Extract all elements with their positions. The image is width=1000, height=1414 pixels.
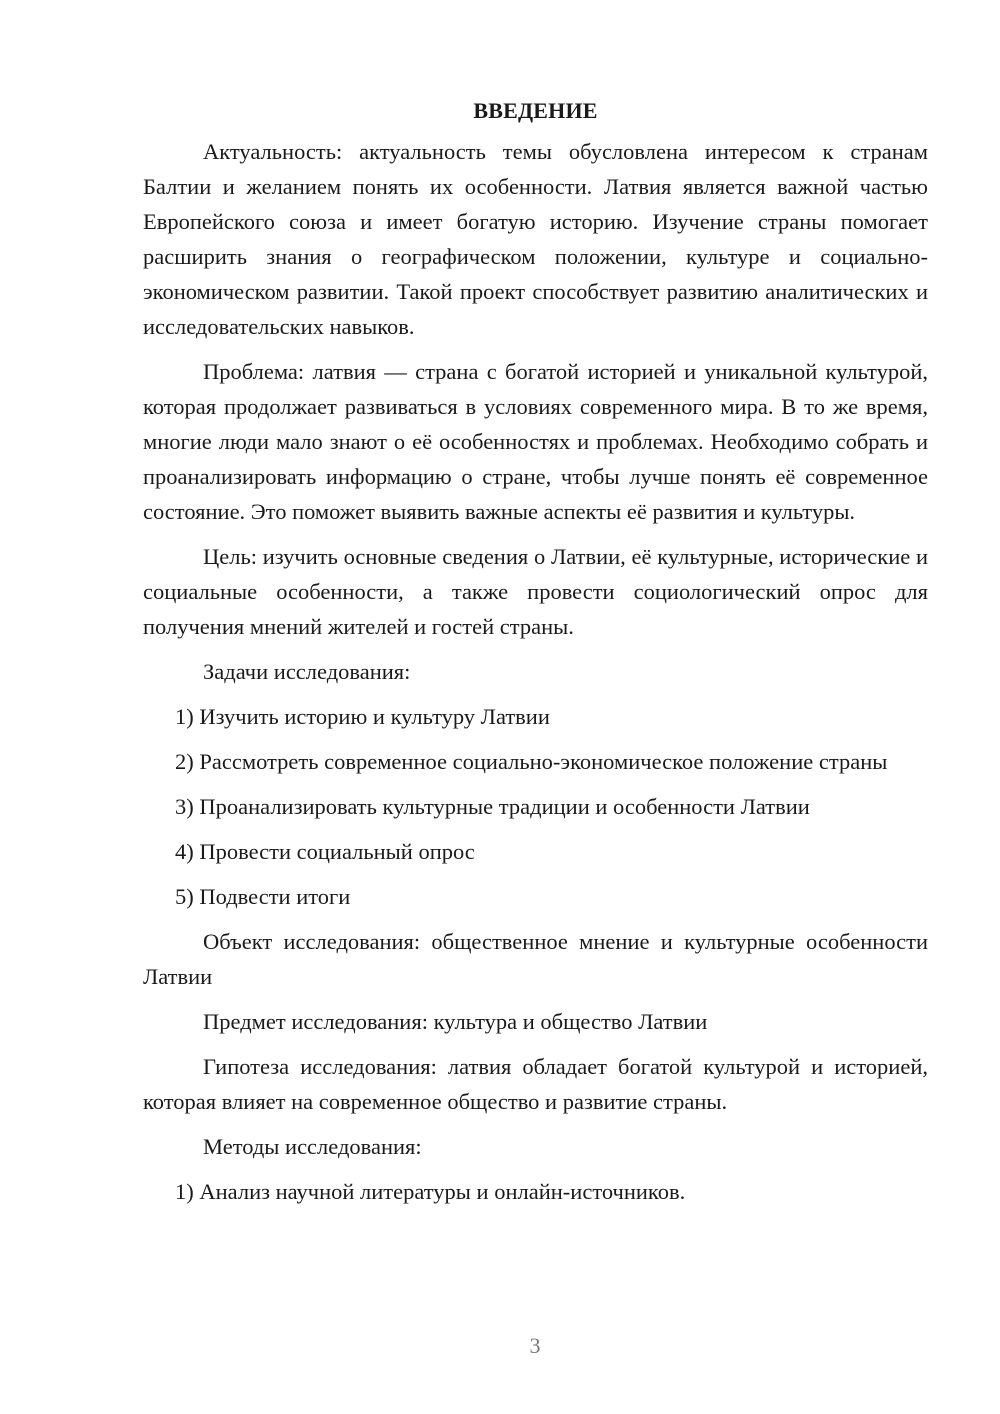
problem-paragraph: Проблема: латвия — страна с богатой историей и уникальной культурой, которая продолжает развиваться в условиях современного мира. В то же время, многие люди мало знают о её особенностях и проблемах. Необходимо собрать и проанализировать информацию о стране, чтобы лучше понять её современное состояние. Это поможет выявить важные аспекты её развития и культуры. xyxy=(143,359,928,524)
list-item: 3) Проанализировать культурные традиции и особенности Латвии xyxy=(175,794,810,819)
relevance-paragraph: Актуальность: актуальность темы обусловлена интересом к странам Балтии и желанием понять их особенности. Латвия является важной частью Европейского союза и имеет богатую историю. Изучение страны помогает расширить знания о географическом положении, культуре и социально-экономическом развитии. Такой проект способствует развитию аналитических и исследовательских навыков. xyxy=(143,139,928,339)
page-number: 3 xyxy=(529,1333,541,1358)
goal-paragraph: Цель: изучить основные сведения о Латвии, её культурные, исторические и социальные особенности, а также провести социологический опрос для получения мнений жителей и гостей страны. xyxy=(143,544,928,639)
hypothesis-paragraph: Гипотеза исследования: латвия обладает богатой культурой и историей, которая влияет на современное общество и развитие страны. xyxy=(143,1054,928,1114)
list-item: 1) Анализ научной литературы и онлайн-источников. xyxy=(175,1179,686,1204)
section-heading: ВВЕДЕНИЕ xyxy=(473,98,598,123)
list-item: 5) Подвести итоги xyxy=(175,884,351,909)
document-page xyxy=(143,96,928,1219)
tasks-label: Задачи исследования: xyxy=(203,659,411,684)
tasks-list xyxy=(143,699,928,914)
methods-label: Методы исследования: xyxy=(203,1134,422,1159)
list-item: 4) Провести социальный опрос xyxy=(175,839,475,864)
subject-paragraph: Предмет исследования: культура и общество Латвии xyxy=(203,1009,708,1034)
object-paragraph: Объект исследования: общественное мнение и культурные особенности Латвии xyxy=(143,929,928,989)
methods-list xyxy=(143,1174,928,1209)
list-item: 1) Изучить историю и культуру Латвии xyxy=(175,704,550,729)
list-item: 2) Рассмотреть современное социально-экономическое положение страны xyxy=(175,749,888,774)
